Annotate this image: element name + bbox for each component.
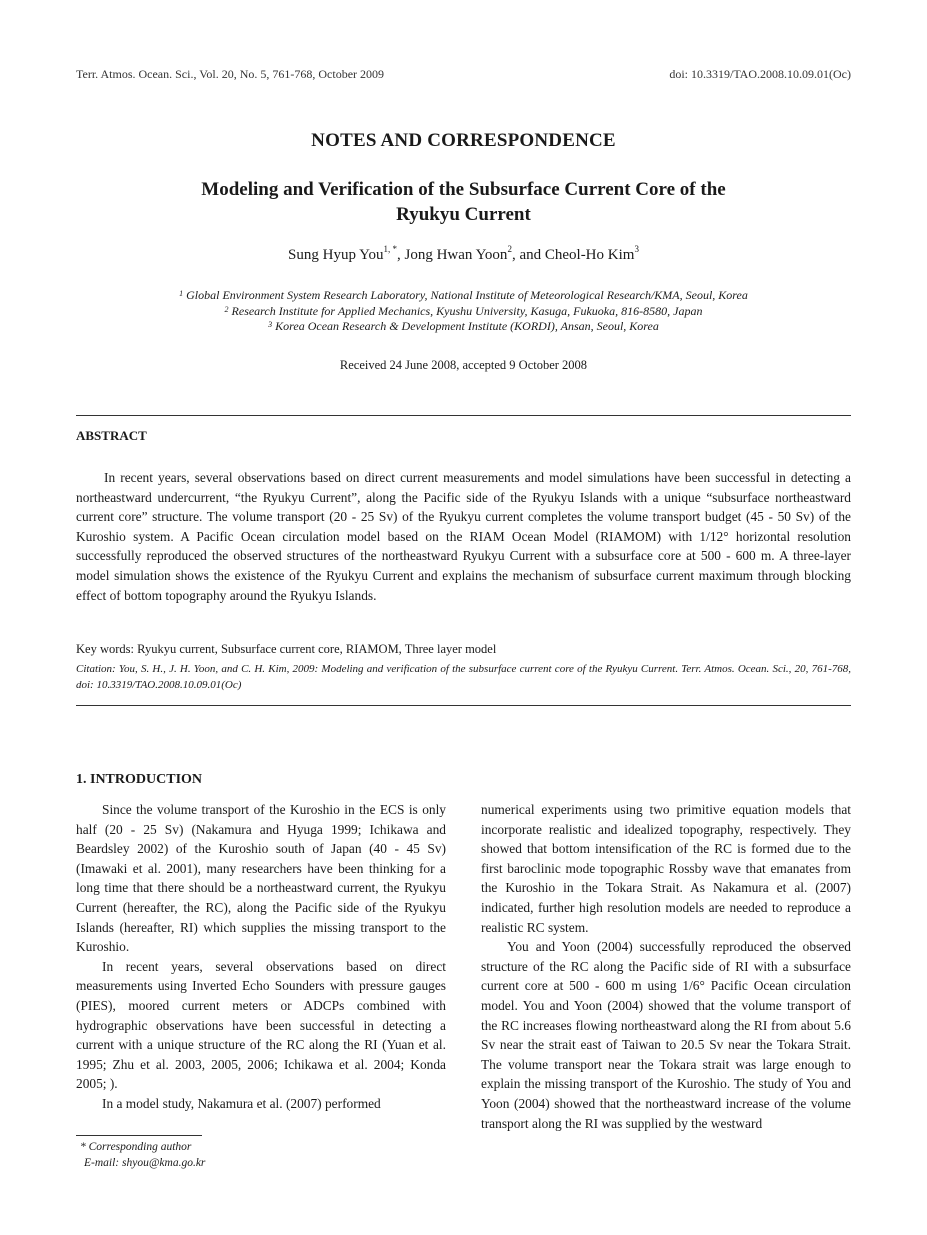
author-affiliation-mark: 3 <box>634 244 639 254</box>
author-name: Jong Hwan Yoon <box>404 247 508 263</box>
keywords: Key words: Ryukyu current, Subsurface current core, RIAMOM, Three layer model <box>76 642 497 656</box>
paragraph: In a model study, Nakamura et al. (2007) performed <box>102 1095 381 1111</box>
author-affiliation-mark: 2 <box>507 244 512 254</box>
left-column <box>76 800 446 1114</box>
right-column <box>481 800 851 1133</box>
author-affiliation-mark: 1, * <box>383 244 397 254</box>
paragraph: Since the volume transport of the Kuroshio in the ECS is only half (20 - 25 Sv) (Nakamura and Hyuga 1999; Ichikawa and Beardsley 2002) of the Kuroshio south of Japan (40 - 45 Sv) (Imawaki et al. 2001), many researchers have been thinking for a long time that there should be a northeastward current, the Ryukyu Current (hereafter, the RC), along the Pacific side of the Ryukyu Islands (hereafter, RI) which supplies the missing transport to the Kuroshio. <box>76 802 446 955</box>
author-separator: , and <box>511 247 545 263</box>
corresponding-author-note: * Corresponding author <box>80 1141 192 1153</box>
affiliations <box>60 288 867 335</box>
email-note[interactable]: E-mail: shyou@kma.go.kr <box>84 1157 206 1169</box>
journal-running-header: Terr. Atmos. Ocean. Sci., Vol. 20, No. 5, 761-768, October 2009 <box>76 67 385 81</box>
paragraph: In recent years, several observations based on direct measurements using Inverted Echo Sounders with pressure gauges (PIES), moored current meters or ADCPs combined with hydrographic observations have been successful in detecting a current with a unique structure of the RC along the RI (Yuan et al. 1995; Zhu et al. 2003, 2005, 2006; Ichikawa et al. 2004; Konda 2005; ). <box>76 958 446 1092</box>
received-dates: Received 24 June 2008, accepted 9 October 2008 <box>339 358 588 372</box>
author-list <box>0 244 927 264</box>
citation: Citation: You, S. H., J. H. Yoon, and C. H. Kim, 2009: Modeling and verification of the subsurface current core of the Ryukyu Current. Terr. Atmos. Ocean. Sci., 20, 761-768, doi: 10.3319/TAO.2008.10.09.01(Oc) <box>76 663 851 691</box>
abstract-heading: ABSTRACT <box>76 428 147 443</box>
author-name: Sung Hyup You <box>288 247 384 263</box>
footnote-divider <box>76 1135 202 1136</box>
paragraph: You and Yoon (2004) successfully reproduced the observed structure of the RC along the Pacific side of RI with a subsurface current core at 500 - 600 m using 1/6° Pacific Ocean circulation model. You and Yoon (2004) showed that the volume transport of the RC increases flowing northeastward along the RI from about 5.6 Sv near the strait east of Taiwan to 20.5 Sv near the Tokara Strait. The volume transport near the Tokara strait was large enough to explain the missing transport of the Kuroshio. The study of You and Yoon (2004) showed that the northeastward increase of the volume transport along the RI was supplied by the westward <box>481 939 851 1131</box>
bottom-divider <box>76 705 851 706</box>
abstract-body: In recent years, several observations based on direct current measurements and model simulations have been successful in detecting a northeastward undercurrent, “the Ryukyu Current”, along the Pacific side of the Ryukyu Islands with a unique “subsurface northeastward current core” structure. The volume transport (20 - 25 Sv) of the Ryukyu current completes the volume transport budget (45 - 50 Sv) of the Kuroshio system. A Pacific Ocean circulation model based on the RIAM Ocean Model (RIAMOM) with 1/12° horizontal resolution successfully reproduced the observed structures of the northeastward Ryukyu Current with a subsurface core at 500 - 600 m. A three-layer model simulation shows the existence of the Ryukyu Current and explains the mechanism of subsurface current maximum through blocking effect of bottom topography around the Ryukyu Islands. <box>76 470 851 603</box>
paragraph: numerical experiments using two primitive equation models that incorporate realistic and idealized topography, respectively. They showed that bottom intensification of the RC is formed due to the first baroclinic mode topographic Rossby wave that emanates from the Kuroshio in the Tokara Strait. As Nakamura et al. (2007) indicated, further high resolution models are needed to reproduce a realistic RC system. <box>481 802 851 935</box>
title-line-2: Ryukyu Current <box>396 204 531 225</box>
top-divider <box>76 415 851 416</box>
introduction-heading: 1. INTRODUCTION <box>76 772 203 787</box>
paper-title <box>120 177 807 227</box>
footnote <box>80 1139 205 1171</box>
title-line-1: Modeling and Verification of the Subsurface Current Core of the <box>201 179 726 200</box>
affiliation-line: $^2$ Research Institute for Applied Mechanics, Kyushu University, Kasuga, Fukuoka, 816-8580, Japan <box>224 303 703 318</box>
author-separator: , <box>397 247 405 263</box>
doi-running-header: doi: 10.3319/TAO.2008.10.09.01(Oc) <box>669 67 851 81</box>
affiliation-line: $^3$ Korea Ocean Research & Development Institute (KORDI), Ansan, Seoul, Korea <box>268 319 659 333</box>
section-label: NOTES AND CORRESPONDENCE <box>311 130 616 151</box>
author-name: Cheol-Ho Kim <box>544 247 635 263</box>
affiliation-line: $^1$ Global Environment System Research Laboratory, National Institute of Meteorological Research/KMA, Seoul, Korea <box>179 288 748 302</box>
